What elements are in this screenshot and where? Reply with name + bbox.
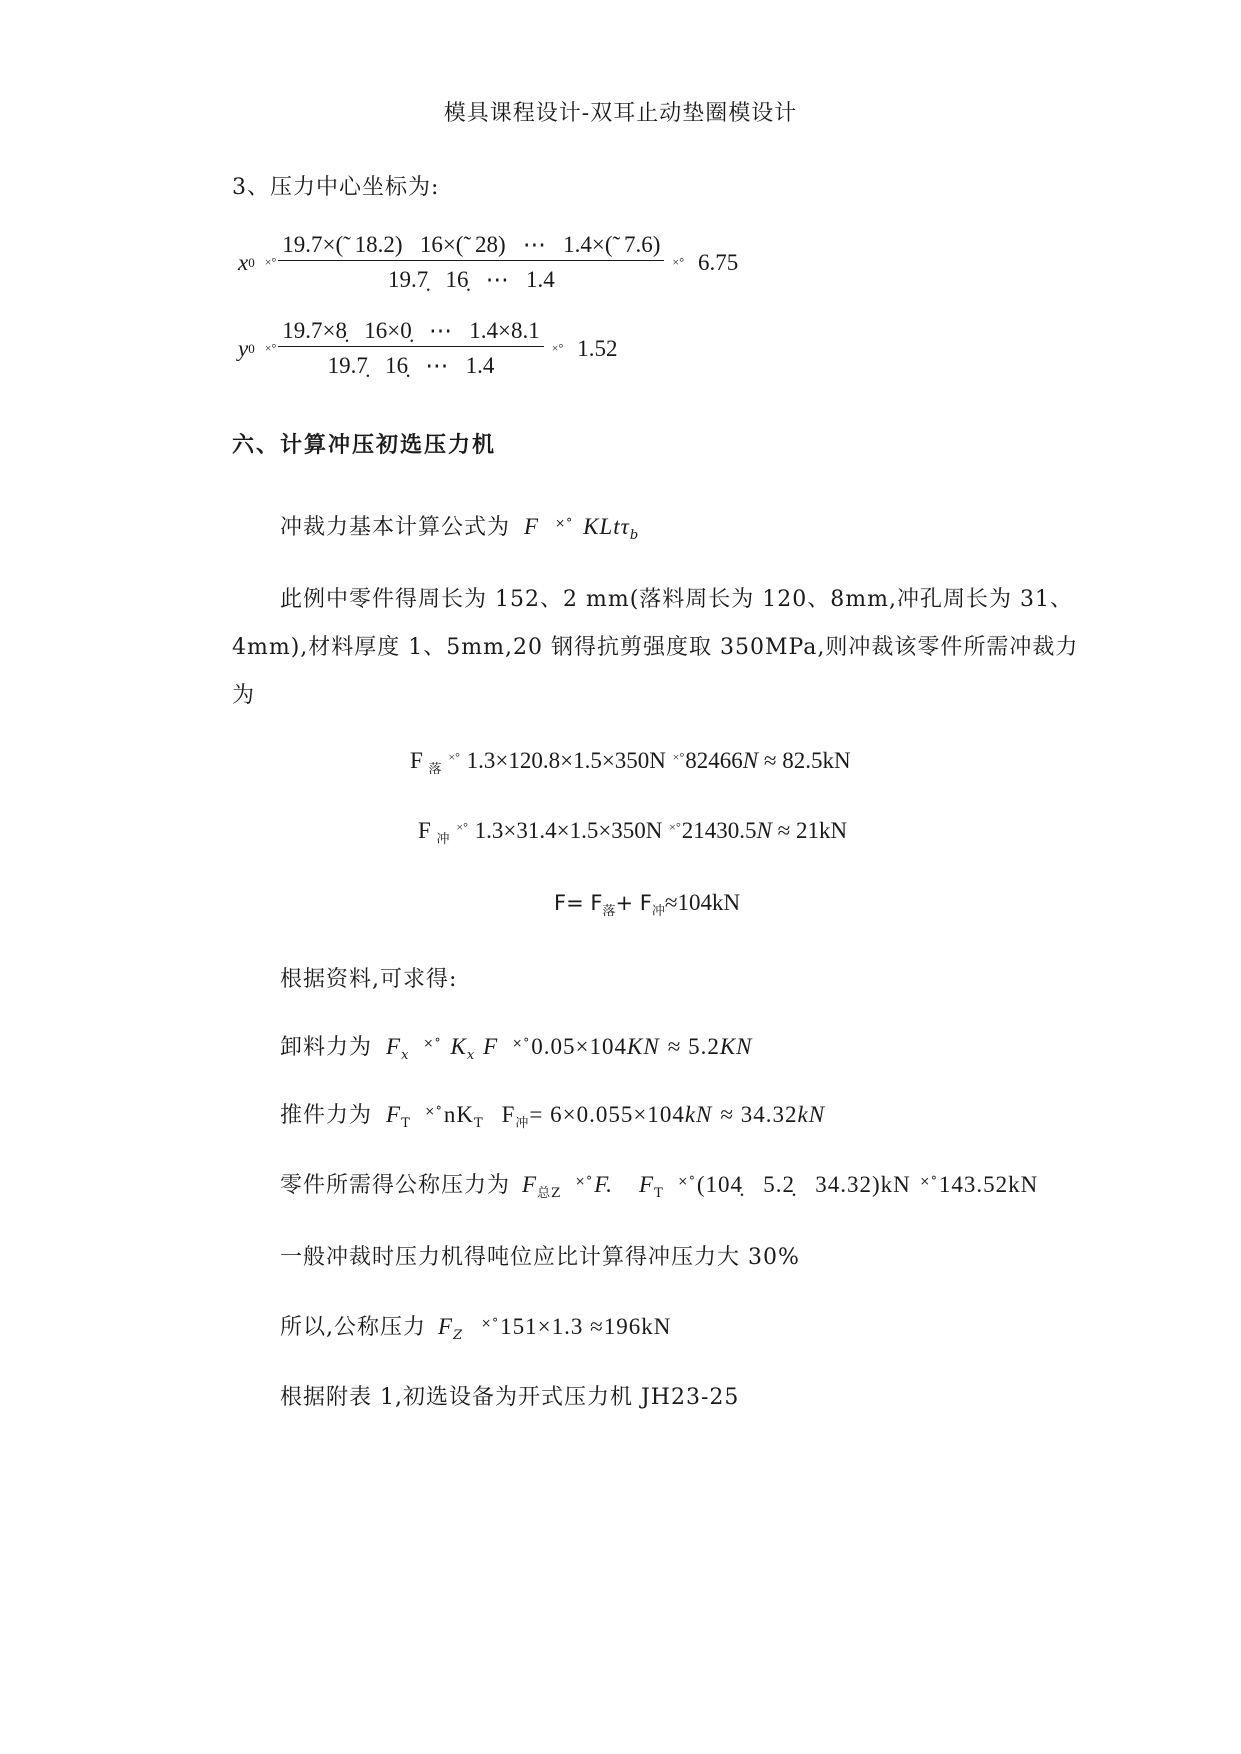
push-unit2: kN: [797, 1102, 826, 1127]
unload-Fsub: x: [401, 1048, 410, 1063]
unload-Ksub: x: [466, 1048, 476, 1063]
y0-eq-mark-2: ×°: [551, 341, 564, 355]
fall-unit: N: [742, 748, 759, 773]
unload-rhs: 0.05×104: [531, 1034, 628, 1059]
equation-x0: [238, 232, 738, 293]
para2: 根据资料,可求得:: [280, 967, 458, 992]
nominal-press-F: F: [438, 1314, 454, 1339]
nominal-press-rhs: 151×1.3 ≈196kN: [500, 1314, 672, 1339]
push-nsub: T: [473, 1116, 484, 1131]
y0-denominator: 19.7̣ 16̣ ⋯ 1.4: [327, 353, 495, 378]
punch-sub: 冲: [436, 831, 450, 846]
unload-unit: KN: [627, 1034, 660, 1059]
y0-result: 1.52: [577, 335, 618, 361]
nominal-F3: F: [639, 1172, 655, 1197]
fall-lhs: F: [410, 748, 423, 773]
fall-val: 82466: [685, 748, 743, 773]
push-F2: F: [501, 1102, 516, 1127]
punch-approx: ≈ 21kN: [777, 818, 848, 843]
nominal-F3sub: T: [654, 1186, 664, 1201]
formula-tau: τ: [620, 514, 630, 539]
x0-sub: 0: [248, 254, 255, 270]
punch-val: 21430.5: [681, 818, 757, 843]
y0-sub: 0: [248, 340, 255, 356]
para3: 一般冲裁时压力机得吨位应比计算得冲压力大 30%: [280, 1245, 800, 1270]
page-header: 模具课程设计-双耳止动垫圈模设计: [443, 101, 798, 126]
fall-eq-mark-2: ×°: [672, 750, 685, 764]
basic-formula-line: [280, 510, 639, 543]
para4: 根据附表 1,初选设备为开式压力机 JH23-25: [280, 1385, 740, 1410]
para1-line1: 此例中零件得周长为 152、2 mm(落料周长为 120、8mm,冲孔周长为 31、: [280, 587, 1073, 612]
total-sub1: 落: [602, 904, 616, 919]
unload-force-line: [280, 1030, 753, 1063]
x0-numerator: 19.7×(̃ 18.2) 16×(̃ 28) ⋯ 1.4×(̃ 7.6): [278, 232, 664, 261]
y0-fraction: [278, 318, 543, 379]
push-F: F: [386, 1102, 402, 1127]
punch-unit: N: [756, 818, 772, 843]
unload-unit2: KN: [719, 1034, 753, 1059]
push-rhs: = 6×0.055×104: [529, 1102, 685, 1127]
nominal-rhs: (104̣ 5.2̣ 34.32)kN: [696, 1172, 911, 1197]
x0-eq-mark: ×°: [264, 255, 277, 269]
push-F2sub: 冲: [515, 1116, 530, 1131]
push-approx: ≈ 34.32: [720, 1102, 798, 1127]
equation-total-force: [554, 890, 740, 919]
nominal-eq-mark-3: ×°: [919, 1174, 938, 1188]
push-force-line: [280, 1098, 825, 1131]
unload-eq-mark: ×°: [423, 1036, 442, 1050]
x0-denominator: 19.7̣ 16̣ ⋯ 1.4: [387, 267, 555, 292]
nominal-press-line: [280, 1310, 671, 1343]
nominal-press-Fsub: Z: [453, 1328, 464, 1343]
formula-rhs: KLt: [583, 514, 621, 539]
unload-F: F: [386, 1034, 402, 1059]
total-c: ≈104kN: [664, 890, 741, 915]
equation-punch-force: [418, 818, 847, 847]
push-eq-mark: ×°: [424, 1104, 443, 1118]
push-Fsub: T: [401, 1116, 411, 1131]
nominal-press-eq-mark: ×°: [481, 1316, 500, 1330]
formula-eq-mark: ×°: [555, 516, 574, 530]
item-3-heading: 3、压力中心坐标为:: [232, 175, 440, 200]
nominal-result: 143.52kN: [938, 1172, 1039, 1197]
equation-fall-force: [410, 748, 851, 777]
unload-eq-mark-2: ×°: [512, 1036, 531, 1050]
nominal-press-label: 所以,公称压力: [280, 1315, 426, 1340]
para1-line3: 为: [232, 683, 256, 708]
nominal-force-line: [280, 1168, 1038, 1201]
push-n: nK: [443, 1102, 474, 1127]
nominal-label: 零件所需得公称压力为: [280, 1173, 511, 1198]
formula-tau-sub: b: [629, 528, 640, 543]
push-unit: kN: [684, 1102, 713, 1127]
unload-label: 卸料力为: [280, 1035, 373, 1060]
unload-K: K: [450, 1034, 467, 1059]
section-6-heading: 六、计算冲压初选压力机: [232, 432, 497, 458]
nominal-Fsub: 总Z: [537, 1186, 562, 1201]
x0-result: 6.75: [698, 249, 739, 275]
y0-eq-mark: ×°: [264, 341, 277, 355]
punch-mid: 1.3×31.4×1.5×350N: [474, 818, 663, 843]
nominal-F: F: [522, 1172, 538, 1197]
fall-mid: 1.3×120.8×1.5×350N: [466, 748, 666, 773]
punch-lhs: F: [418, 818, 431, 843]
total-sub2: 冲: [651, 904, 665, 919]
fall-sub: 落: [428, 761, 442, 776]
equation-y0: [238, 318, 618, 379]
formula-F: F: [524, 514, 540, 539]
total-b: + F: [615, 891, 652, 915]
formula-intro: 冲裁力基本计算公式为: [280, 515, 511, 540]
total-a: F= F: [554, 891, 603, 915]
unload-approx: ≈ 5.2: [667, 1034, 720, 1059]
punch-eq-mark-2: ×°: [669, 820, 681, 834]
para1-line2: 4mm),材料厚度 1、5mm,20 钢得抗剪强度取 350MPa,则冲裁该零件所需冲裁力: [232, 635, 1079, 660]
punch-eq-mark: ×°: [456, 820, 468, 834]
x0-fraction: [278, 232, 664, 293]
nominal-eq-mark: ×°: [575, 1174, 594, 1188]
nominal-eq-mark-2: ×°: [677, 1174, 696, 1188]
x0-var: x: [238, 249, 249, 275]
fall-eq-mark: ×°: [448, 750, 460, 764]
y0-var: y: [238, 335, 249, 361]
nominal-F2: F.: [594, 1172, 614, 1197]
push-label: 推件力为: [280, 1103, 373, 1128]
y0-numerator: 19.7×8̣ 16×0̣ ⋯ 1.4×8.1: [278, 318, 543, 347]
unload-F2: F: [483, 1034, 499, 1059]
x0-eq-mark-2: ×°: [672, 255, 684, 269]
fall-approx: ≈ 82.5kN: [763, 748, 851, 773]
